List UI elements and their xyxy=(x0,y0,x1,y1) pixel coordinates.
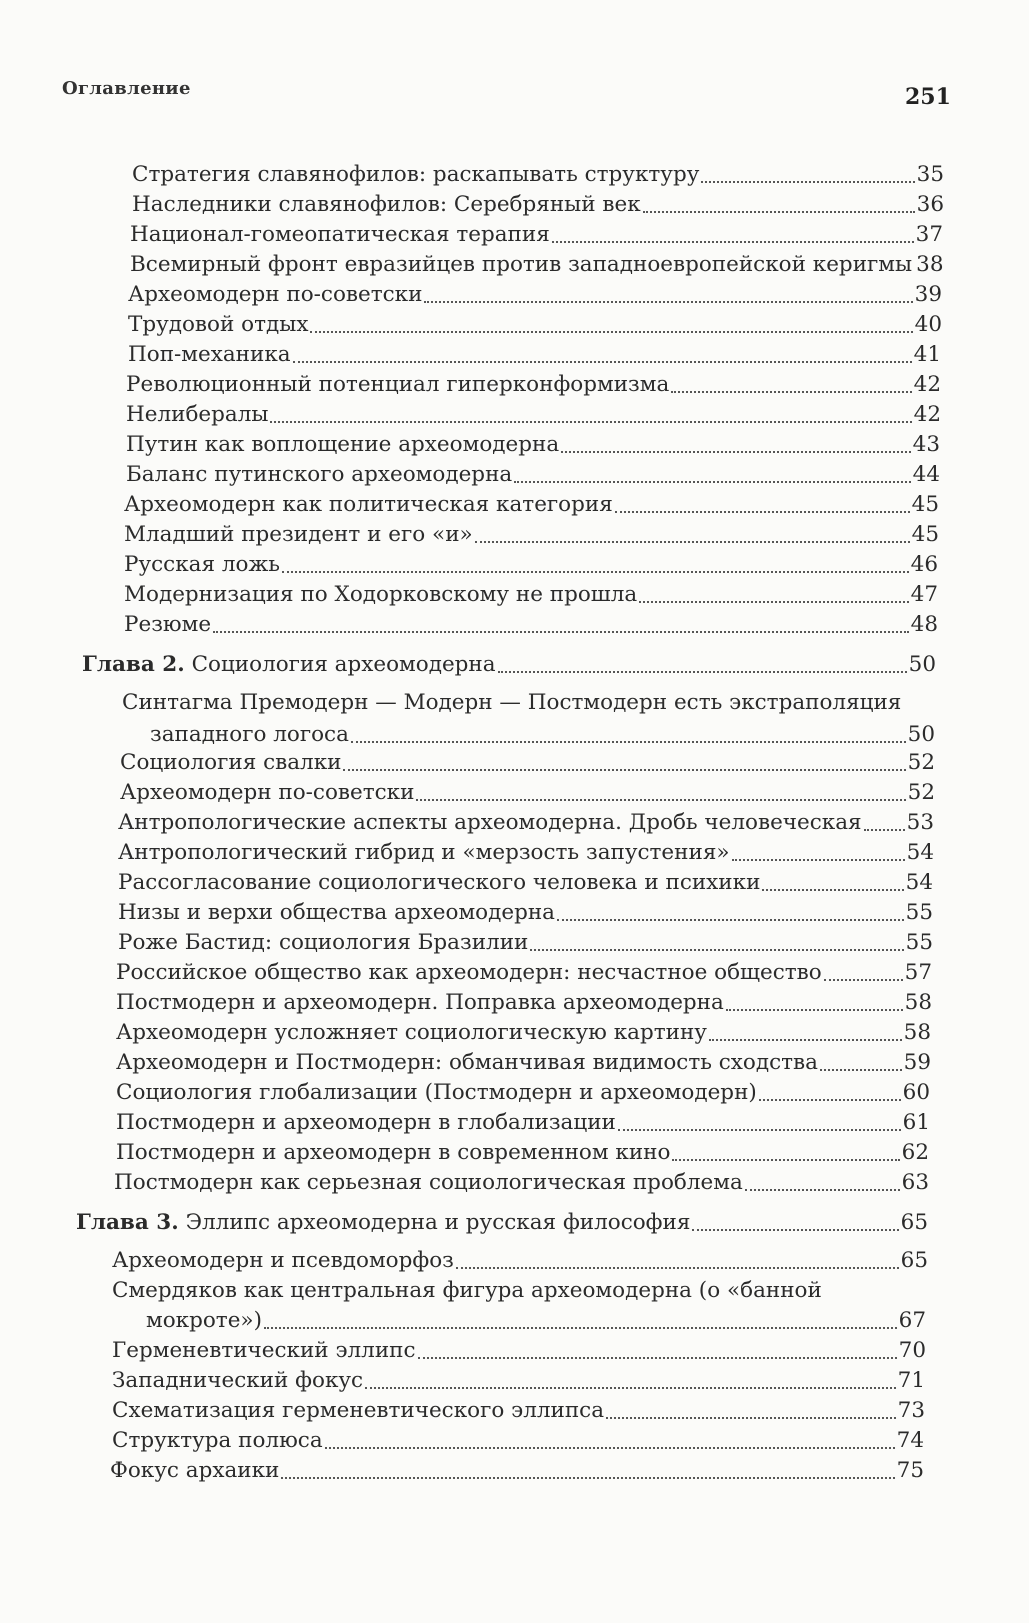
toc-entry xyxy=(110,1456,924,1486)
dot-leader xyxy=(639,601,908,603)
toc-entry xyxy=(118,928,933,958)
toc-entry-title: Модернизация по Ходорковскому не прошла xyxy=(124,582,638,607)
toc-page-number: 55 xyxy=(905,930,933,955)
toc-page-number: 50 xyxy=(908,652,936,677)
toc-entry-label xyxy=(112,1366,363,1396)
toc-entry-title: Археомодерн как политическая категория xyxy=(124,492,613,517)
dot-leader xyxy=(762,889,903,891)
dot-leader xyxy=(293,361,912,363)
toc-chapter-entry xyxy=(82,650,936,680)
chapter-number: Глава 2. xyxy=(82,652,185,677)
toc-entry-title: Резюме xyxy=(124,612,212,637)
toc-entry-label xyxy=(76,1208,690,1238)
toc-entry xyxy=(112,1336,926,1366)
toc-entry-title: мокроте») xyxy=(146,1308,262,1333)
toc-entry-label xyxy=(112,1426,323,1456)
toc-entry-first-line: Смердяков как центральная фигура археомодерна (о «банной xyxy=(112,1278,822,1303)
toc-entry-title: Трудовой отдых xyxy=(128,312,309,337)
toc-entry-title: Наследники славянофилов: Серебряный век xyxy=(132,192,641,217)
toc-entry-label xyxy=(146,1306,262,1336)
toc-entry-label xyxy=(126,370,669,400)
toc-page-number: 57 xyxy=(904,960,932,985)
toc-entry xyxy=(128,280,942,310)
toc-entry xyxy=(132,160,944,190)
toc-entry xyxy=(116,988,932,1018)
toc-entry-title: Фокус архаики xyxy=(110,1458,280,1483)
toc-entry-label xyxy=(124,490,613,520)
dot-leader xyxy=(701,181,914,183)
toc-entry-label xyxy=(124,550,280,580)
dot-leader xyxy=(759,1099,901,1101)
toc-chapter-entry xyxy=(76,1208,928,1238)
toc-entry-label xyxy=(116,958,822,988)
toc-entry-label xyxy=(116,1108,616,1138)
toc-entry-label xyxy=(118,928,528,958)
toc-entry xyxy=(112,1246,928,1276)
toc-entry-label xyxy=(82,650,496,680)
toc-entry-title: Поп-механика xyxy=(128,342,291,367)
toc-page-number: 40 xyxy=(914,312,942,337)
toc-page-number: 36 xyxy=(916,192,944,217)
toc-page-number: 59 xyxy=(903,1050,931,1075)
toc-entry-label xyxy=(118,868,760,898)
toc-entry xyxy=(128,340,941,370)
toc-entry xyxy=(124,610,938,640)
toc-page-number: 44 xyxy=(912,462,940,487)
dot-leader xyxy=(418,1357,897,1359)
toc-entry-title: Археомодерн и псевдоморфоз xyxy=(112,1248,454,1273)
toc-page-number: 45 xyxy=(911,492,939,517)
toc-entry-title: Младший президент и его «и» xyxy=(124,522,473,547)
toc-entry-label xyxy=(116,1078,757,1108)
toc-page-number: 75 xyxy=(896,1458,924,1483)
toc-entry-title: Структура полюса xyxy=(112,1428,323,1453)
toc-entry-title: Археомодерн по-советски xyxy=(120,780,415,805)
toc-entry-label xyxy=(126,430,559,460)
toc-entry-label xyxy=(130,250,912,280)
toc-page-number: 70 xyxy=(898,1338,926,1363)
dot-leader xyxy=(824,979,903,981)
toc-entry-title: Антропологические аспекты археомодерна. Дробь человеческая xyxy=(118,810,862,835)
dot-leader xyxy=(618,1129,901,1131)
toc-page-number: 60 xyxy=(902,1080,930,1105)
dot-leader xyxy=(416,799,905,801)
toc-entry-first-line: Синтагма Премодерн — Модерн — Постмодерн есть экстраполяция xyxy=(122,690,902,715)
dot-leader xyxy=(726,1009,903,1011)
toc-entry xyxy=(130,250,943,280)
toc-entry-label xyxy=(124,520,473,550)
toc-page-number: 54 xyxy=(906,840,934,865)
toc-entry-title: Российское общество как археомодерн: несчастное общество xyxy=(116,960,822,985)
dot-leader xyxy=(424,301,912,303)
dot-leader xyxy=(264,1327,897,1329)
toc-entry xyxy=(120,748,935,778)
toc-page-number: 52 xyxy=(907,780,935,805)
dot-leader xyxy=(475,541,910,543)
toc-entry xyxy=(150,720,935,750)
dot-leader xyxy=(745,1189,900,1191)
toc-page-number: 53 xyxy=(906,810,934,835)
toc-page-number: 58 xyxy=(903,1020,931,1045)
toc-page-number: 41 xyxy=(913,342,941,367)
toc-entry-title: Археомодерн и Постмодерн: обманчивая видимость сходства xyxy=(116,1050,818,1075)
toc-entry-label xyxy=(116,1048,818,1078)
dot-leader xyxy=(615,511,910,513)
toc-entry-label xyxy=(128,340,291,370)
toc-entry xyxy=(116,1048,931,1078)
toc-page-number: 37 xyxy=(915,222,943,247)
toc-entry xyxy=(126,430,940,460)
toc-entry-title: Постмодерн и археомодерн в глобализации xyxy=(116,1110,616,1135)
toc-page-number: 45 xyxy=(911,522,939,547)
toc-page-number: 38 xyxy=(916,252,944,277)
toc-entry xyxy=(118,838,934,868)
toc-entry xyxy=(114,1168,929,1198)
toc-entry-title: Эллипс археомодерна и русская философия xyxy=(185,1210,691,1235)
toc-entry xyxy=(124,490,939,520)
toc-entry xyxy=(130,220,943,250)
toc-entry xyxy=(118,898,933,928)
toc-entry-title: Постмодерн и археомодерн. Поправка археомодерна xyxy=(116,990,724,1015)
toc-entry xyxy=(116,1018,931,1048)
toc-entry xyxy=(112,1366,925,1396)
toc-entry xyxy=(116,1138,929,1168)
dot-leader xyxy=(732,859,905,861)
dot-leader xyxy=(514,481,910,483)
chapter-number: Глава 3. xyxy=(76,1210,179,1235)
dot-leader xyxy=(270,421,911,423)
toc-entry-title: западного логоса xyxy=(150,722,349,747)
toc-entry-title: Социология археомодерна xyxy=(191,652,496,677)
toc-entry-label xyxy=(120,778,414,808)
toc-entry-title: Герменевтический эллипс xyxy=(112,1338,416,1363)
dot-leader xyxy=(281,1477,894,1479)
toc-entry xyxy=(120,778,935,808)
toc-page-number: 43 xyxy=(912,432,940,457)
toc-entry-title: Путин как воплощение археомодерна xyxy=(126,432,560,457)
toc-entry xyxy=(132,190,944,220)
toc-entry-label xyxy=(128,280,422,310)
toc-entry-title: Постмодерн и археомодерн в современном кино xyxy=(116,1140,671,1165)
toc-entry-title: Рассогласование социологического человека и психики xyxy=(118,870,761,895)
toc-page-number: 58 xyxy=(904,990,932,1015)
dot-leader xyxy=(561,451,911,453)
toc-entry-title: Археомодерн усложняет социологическую картину xyxy=(116,1020,707,1045)
dot-leader xyxy=(606,1417,896,1419)
toc-entry-label xyxy=(110,1456,279,1486)
toc-entry-label xyxy=(114,1168,743,1198)
toc-entry-title: Социология глобализации (Постмодерн и археомодерн) xyxy=(116,1080,757,1105)
toc-entry-title: Социология свалки xyxy=(120,750,342,775)
dot-leader xyxy=(456,1267,899,1269)
toc-entry-title: Стратегия славянофилов: раскапывать структуру xyxy=(132,162,700,187)
page-number: 251 xyxy=(905,84,951,110)
running-head: Оглавление xyxy=(62,78,191,99)
toc-entry-label xyxy=(112,1336,416,1366)
toc-entry xyxy=(116,958,932,988)
dot-leader xyxy=(351,741,906,743)
toc-page-number: 46 xyxy=(910,552,938,577)
toc-entry-label xyxy=(118,898,555,928)
toc-page-number: 65 xyxy=(900,1210,928,1235)
toc-entry-label xyxy=(126,460,512,490)
toc-page-number: 62 xyxy=(901,1140,929,1165)
toc-entry-label xyxy=(118,808,862,838)
toc-page-number: 42 xyxy=(913,402,941,427)
toc-entry-title: Всемирный фронт евразийцев против западноевропейской керигмы xyxy=(130,252,913,277)
toc-entry xyxy=(128,310,942,340)
toc-entry-label xyxy=(112,1246,454,1276)
toc-page-number: 74 xyxy=(896,1428,924,1453)
toc-entry xyxy=(126,400,941,430)
toc-page-number: 54 xyxy=(905,870,933,895)
toc-entry-title: Роже Бастид: социология Бразилии xyxy=(118,930,529,955)
toc-entry xyxy=(126,460,940,490)
toc-entry-title: Схематизация герменевтического эллипса xyxy=(112,1398,605,1423)
dot-leader xyxy=(365,1387,896,1389)
toc-entry-title: Низы и верхи общества археомодерна xyxy=(118,900,556,925)
toc-entry-label xyxy=(150,720,349,750)
toc-page-number: 71 xyxy=(897,1368,925,1393)
toc-page-number: 48 xyxy=(910,612,938,637)
dot-leader xyxy=(530,949,903,951)
toc-entry-title: Постмодерн как серьезная социологическая проблема xyxy=(114,1170,743,1195)
toc-entry-label xyxy=(116,1138,670,1168)
toc-entry-title: Баланс путинского археомодерна xyxy=(126,462,513,487)
toc-entry-label xyxy=(112,1396,604,1426)
toc-entry-title: Антропологический гибрид и «мерзость запустения» xyxy=(118,840,730,865)
dot-leader xyxy=(343,769,905,771)
toc-entry-label xyxy=(132,160,699,190)
dot-leader xyxy=(671,391,911,393)
toc-page-number: 63 xyxy=(901,1170,929,1195)
toc-entry xyxy=(124,520,939,550)
dot-leader xyxy=(672,1159,899,1161)
dot-leader xyxy=(213,631,909,633)
dot-leader xyxy=(498,671,907,673)
toc-entry-label xyxy=(128,310,308,340)
dot-leader xyxy=(643,211,915,213)
toc-entry-label xyxy=(130,220,550,250)
dot-leader xyxy=(325,1447,895,1449)
dot-leader xyxy=(310,331,912,333)
toc-entry-label xyxy=(124,580,637,610)
toc-page-number: 39 xyxy=(914,282,942,307)
toc-entry-title: Археомодерн по-советски xyxy=(128,282,423,307)
toc-entry-title: Западнический фокус xyxy=(112,1368,364,1393)
toc-entry xyxy=(116,1078,930,1108)
toc-entry-title: Нелибералы xyxy=(126,402,269,427)
toc-entry xyxy=(112,1396,925,1426)
toc-entry xyxy=(112,1426,924,1456)
toc-entry-label xyxy=(116,1018,707,1048)
dot-leader xyxy=(552,241,914,243)
dot-leader xyxy=(820,1069,902,1071)
toc-page-number: 67 xyxy=(898,1308,926,1333)
toc-page-number: 42 xyxy=(913,372,941,397)
toc-entry xyxy=(146,1306,926,1336)
toc-entry xyxy=(116,1108,930,1138)
dot-leader xyxy=(864,829,905,831)
toc-entry-label xyxy=(118,838,730,868)
toc-entry-title: Национал-гомеопатическая терапия xyxy=(130,222,550,247)
toc-entry-label xyxy=(120,748,341,778)
toc-entry-label xyxy=(124,610,211,640)
toc-page-number: 73 xyxy=(897,1398,925,1423)
toc-page-number: 52 xyxy=(907,750,935,775)
toc-entry xyxy=(118,868,933,898)
toc-page-number: 47 xyxy=(910,582,938,607)
dot-leader xyxy=(709,1039,902,1041)
toc-page-number: 35 xyxy=(916,162,944,187)
toc-entry-title: Революционный потенциал гиперконформизма xyxy=(126,372,670,397)
toc-entry-label xyxy=(132,190,641,220)
toc-page-number: 65 xyxy=(900,1248,928,1273)
toc-page-number: 55 xyxy=(905,900,933,925)
dot-leader xyxy=(282,571,909,573)
dot-leader xyxy=(692,1229,898,1231)
toc-page-number: 50 xyxy=(907,722,935,747)
dot-leader xyxy=(557,919,904,921)
toc-entry xyxy=(118,808,934,838)
toc-entry-label xyxy=(116,988,724,1018)
toc-entry xyxy=(126,370,941,400)
toc-entry xyxy=(124,580,938,610)
toc-entry xyxy=(124,550,938,580)
toc-page-number: 61 xyxy=(902,1110,930,1135)
toc-entry-title: Русская ложь xyxy=(124,552,280,577)
toc-entry-label xyxy=(126,400,268,430)
